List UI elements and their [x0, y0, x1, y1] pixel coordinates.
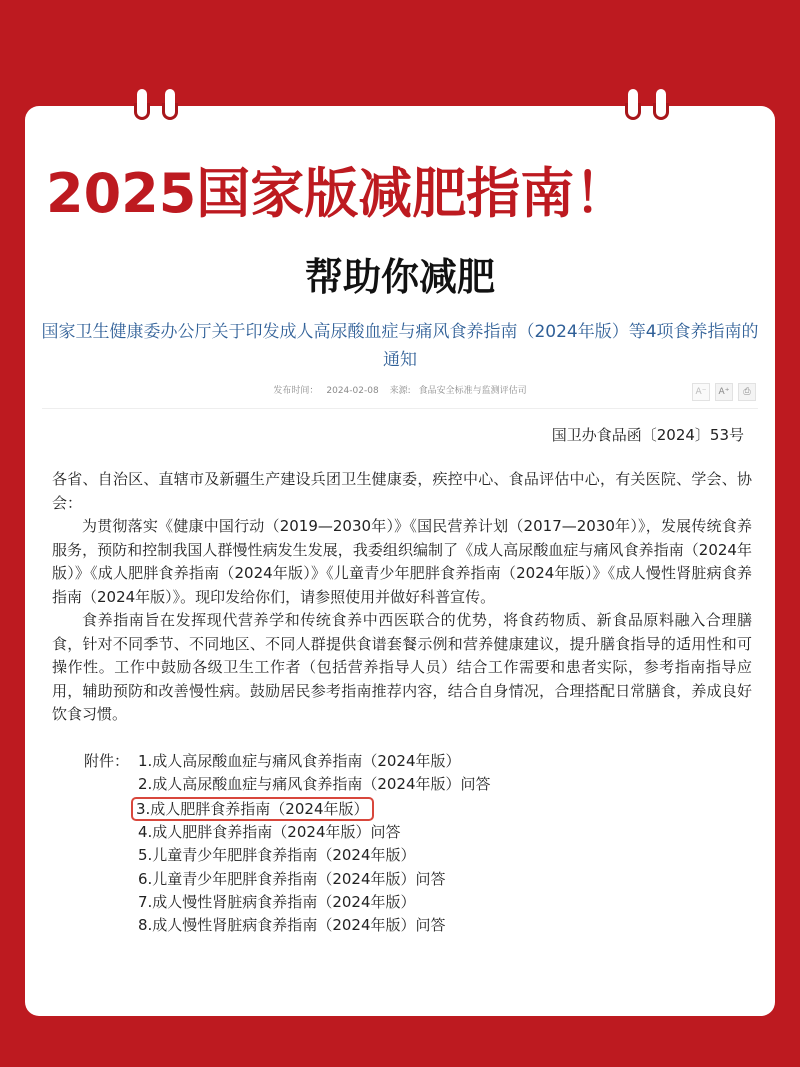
- publish-label: 发布时间：: [273, 386, 319, 396]
- body-paragraph: 为贯彻落实《健康中国行动（2019—2030年）》《国民营养计划（2017—2030年）》，发展传统食养服务，预防和控制我国人群慢性病发生发展，我委组织编制了《成人高尿酸血症与痛风食养指南（2024年版）》《成人肥胖食养指南（2024年版）》《儿童青少年肥胖食养指南（2024年版）》《成人慢性肾脏病食养指南（2024年版）》。现印发给你们，请参照使用并做好科普宣传。: [52, 517, 752, 606]
- binder-ring-icon: [165, 89, 175, 119]
- text-tools: [692, 383, 756, 401]
- binder-ring-icon: [656, 89, 666, 119]
- attachment-link[interactable]: 7.成人慢性肾脏病食养指南（2024年版）: [138, 893, 416, 912]
- attachment-link-highlighted[interactable]: 3.成人肥胖食养指南（2024年版）: [131, 797, 374, 821]
- attachment-link[interactable]: 5.儿童青少年肥胖食养指南（2024年版）: [138, 846, 416, 865]
- font-increase-icon[interactable]: A⁺: [715, 383, 733, 401]
- body-paragraph: 食养指南旨在发挥现代营养学和传统食养中西医联合的优势，将食药物质、新食品原料融入合理膳食，针对不同季节、不同地区、不同人群提供食谱套餐示例和营养健康建议，提升膳食指导的适用性和可操作性。工作中鼓励各级卫生工作者（包括营养指导人员）结合工作需要和患者实际，参考指南指导应用，辅助预防和改善慢性病。鼓励居民参考指南推荐内容，结合自身情况，合理搭配日常膳食，养成良好饮食习惯。: [52, 611, 752, 723]
- notice-meta: [0, 383, 800, 396]
- attachment-link[interactable]: 1.成人高尿酸血症与痛风食养指南（2024年版）: [138, 752, 461, 770]
- divider: [42, 408, 758, 409]
- headline: 2025国家版减肥指南！: [46, 162, 629, 225]
- binder-ring-icon: [137, 89, 147, 119]
- attachments-label: 附件：: [84, 752, 130, 770]
- font-decrease-icon[interactable]: A⁻: [692, 383, 710, 401]
- attachment-link[interactable]: 2.成人高尿酸血症与痛风食养指南（2024年版）问答: [138, 775, 491, 794]
- binder-ring-icon: [628, 89, 638, 119]
- addressee-paragraph: 各省、自治区、直辖市及新疆生产建设兵团卫生健康委，疾控中心、食品评估中心，有关医院、学会、协会：: [52, 470, 752, 512]
- notice-title[interactable]: 国家卫生健康委办公厅关于印发成人高尿酸血症与痛风食养指南（2024年版）等4项食养指南的通知: [41, 322, 759, 370]
- source-label: 来源:: [389, 386, 411, 396]
- attachment-link[interactable]: 4.成人肥胖食养指南（2024年版）问答: [138, 822, 401, 841]
- attachment-link[interactable]: 6.儿童青少年肥胖食养指南（2024年版）问答: [138, 869, 446, 888]
- attachment-link[interactable]: 8.成人慢性肾脏病食养指南（2024年版）问答: [138, 916, 446, 935]
- print-icon[interactable]: ⎙: [738, 383, 756, 401]
- attachments-list: [84, 750, 493, 938]
- subheadline: 帮助你减肥: [304, 255, 495, 299]
- publish-date: 2024-02-08: [326, 386, 379, 396]
- source-value: 食品安全标准与监测评估司: [418, 386, 527, 396]
- notice-body: [52, 468, 752, 727]
- document-number: 国卫办食品函〔2024〕53号: [551, 426, 744, 444]
